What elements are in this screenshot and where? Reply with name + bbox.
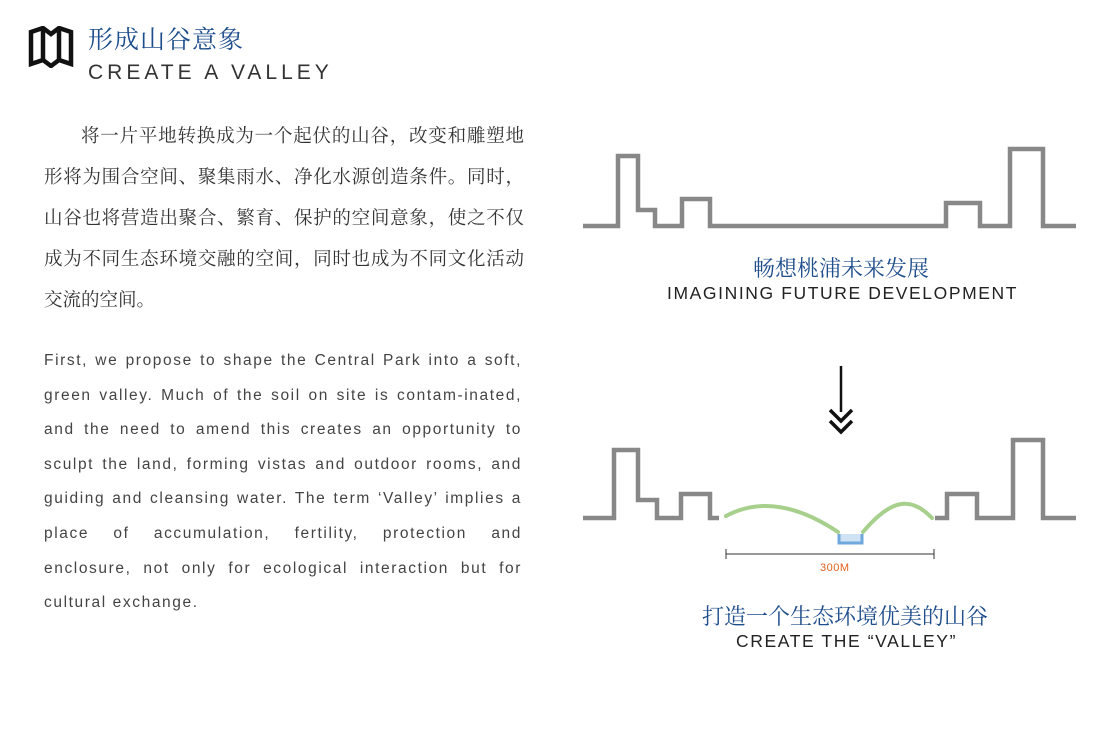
dimension-line [726, 549, 934, 559]
label-before-en: IMAGINING FUTURE DEVELOPMENT [667, 283, 1019, 303]
skyline-after-left [583, 450, 719, 518]
valley-slope-left [726, 506, 838, 532]
label-before-cn: 畅想桃浦未来发展 [753, 257, 930, 282]
paragraph-cn: 将一片平地转换成为一个起伏的山谷，改变和雕塑地形将为围合空间、聚集雨水、净化水源创造条件。同时，山谷也将营造出聚合、繁育、保护的空间意象，使之不仅成为不同生态环境交融的空间，同时也成为不同文化活动交流的空间。 [44, 126, 524, 311]
skyline-after-right [935, 440, 1076, 518]
skyline-before [583, 149, 1076, 226]
dimension-label: 300M [820, 562, 850, 574]
folded-map-icon [28, 26, 74, 68]
label-after-cn: 打造一个生态环境优美的山谷 [702, 605, 989, 630]
water-basin [839, 534, 862, 543]
label-after-en: CREATE THE “VALLEY” [736, 631, 958, 651]
down-arrow-icon [830, 366, 852, 432]
paragraph-en: First, we propose to shape the Central Park into a soft, green valley. Much of the soil on site is contam-inated, and the need to amend this creates an opportunity to sculpt the land, forming vistas and outdoor rooms, and guiding and cleansing water. The term ‘Valley’ implies a place of accumulation, fertility, protection and enclosure, not only for ecological interaction but for cultural exchange. [44, 352, 522, 612]
page-title-cn: 形成山谷意象 [88, 25, 245, 54]
valley-diagram [580, 140, 1080, 560]
valley-slope-right [863, 504, 932, 532]
page-title-en: CREATE A VALLEY [88, 61, 333, 84]
